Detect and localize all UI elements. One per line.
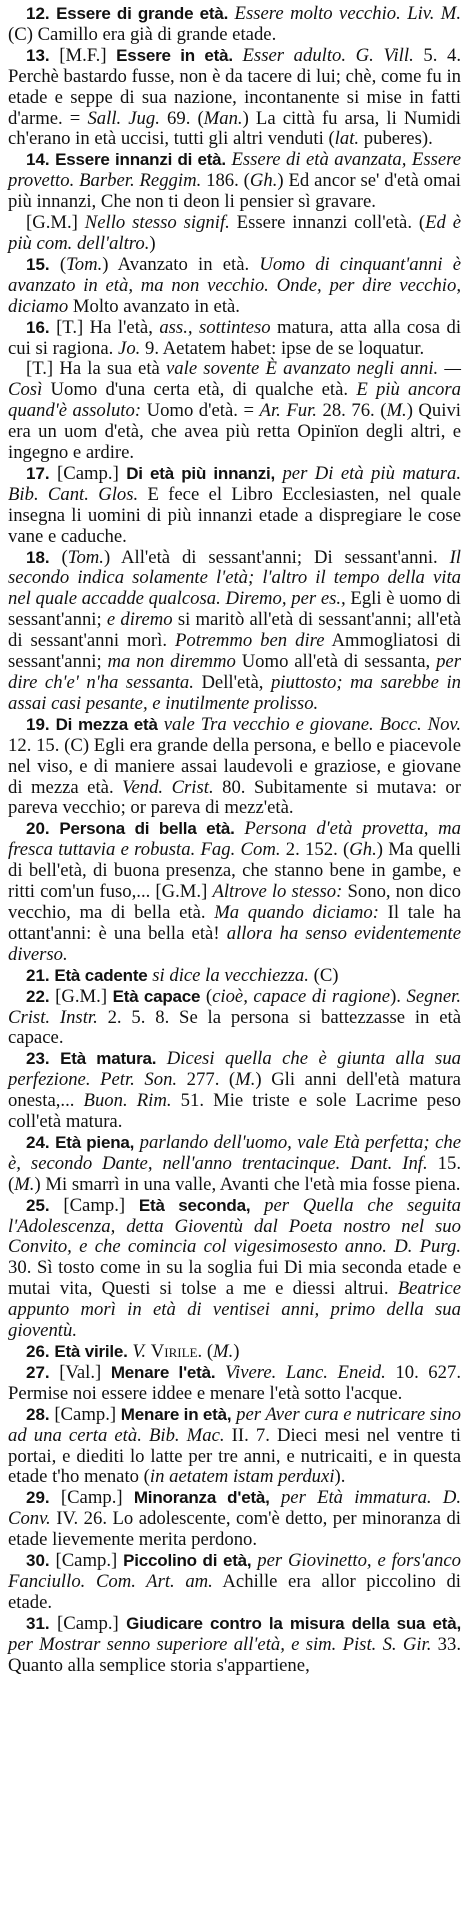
entry-number: 20. (26, 819, 50, 839)
entry-paragraph (8, 4, 461, 46)
italic-text: Gh. (349, 839, 377, 861)
entry-headword: Età cadente (54, 965, 148, 985)
body-text: 5. 4. Perchè bastardo fusse, non è da tacere di lui; chè, come fu in etade e seppe di sua nazione, incontanente si mise in fatti d'arme. = (8, 44, 462, 129)
body-text: ) Ma quelli di bell'età, di buona presenza, che stanno bene in gambe, e ritti com'un fuso,... [G.M.] (8, 839, 461, 903)
italic-text: parlando dell'uomo, vale Età perfetta; che è, secondo Dante, nell'anno trentacinque. Dant. Inf. (8, 1131, 461, 1174)
entry-paragraph (8, 1488, 461, 1551)
italic-text: Dicesi quella che è giunta alla sua perfezione. Petr. Son. (8, 1048, 462, 1091)
entry-paragraph (8, 1363, 461, 1405)
dictionary-entry (8, 966, 461, 987)
body-text: [Camp.] (49, 462, 127, 484)
italic-text: Potremmo ben dire (175, 630, 325, 652)
dictionary-entry (8, 464, 461, 548)
entry-headword: Piccolino di età, (123, 1551, 252, 1571)
dictionary-entry (8, 150, 461, 255)
italic-text: Man. (203, 107, 243, 129)
entry-paragraph (8, 318, 461, 360)
entry-number: 30. (26, 1551, 50, 1571)
entry-paragraph (8, 464, 461, 548)
entry-headword: Persona di bella età. (59, 819, 235, 839)
italic-text: Essere di età avanzata, Essere provetto. Barber. Reggim. (8, 149, 462, 192)
entry-paragraph (8, 1405, 461, 1489)
entry-paragraph (8, 715, 461, 820)
entry-number: 26. (26, 1342, 50, 1361)
body-text: ) Mi smarrì in una valle, Avanti che l'età mia fosse piena. (34, 1173, 461, 1195)
entry-headword: Età matura. (60, 1049, 157, 1069)
entry-headword: Essere in età. (116, 45, 233, 65)
body-text (215, 1362, 225, 1383)
body-text (50, 818, 60, 839)
italic-text: si dice la vecchiezza. (152, 964, 309, 986)
entry-number: 28. (26, 1404, 50, 1424)
body-text: 12. 15. (C) Egli era grande della persona, e bello e piacevole nel viso, e di maniere assai laudevoli e graziose, e giovane di mezza età. (8, 734, 461, 798)
entry-paragraph (8, 1049, 461, 1133)
entry-paragraph (8, 359, 461, 464)
entry-paragraph (8, 966, 461, 987)
entry-paragraph (8, 819, 461, 965)
dictionary-entry (8, 1196, 461, 1342)
italic-text: per Aver cura e nutricare sino ad una certa età. Bib. Mac. (8, 1403, 462, 1446)
italic-text: Esser adulto. G. Vill. (242, 44, 414, 66)
italic-text: Jo. (118, 337, 141, 359)
body-text: ) (233, 1341, 240, 1362)
body-text: Achille era allor piccolino di etade. (8, 1570, 461, 1613)
italic-text: Gh. (249, 170, 278, 192)
entry-number: 14. (26, 150, 50, 170)
body-text: ( (202, 1341, 214, 1362)
body-text: Molto avanzato in età. (68, 295, 240, 317)
body-text: 69. ( (159, 107, 204, 129)
body-text: ) Gli anni dell'età matura onesta,... (8, 1069, 461, 1112)
body-text (235, 818, 245, 839)
body-text: 9. Aetatem habet: ipse de se loquatur. (140, 337, 425, 359)
italic-text: allora ha senso evidentemente diverso. (8, 922, 461, 965)
body-text: (C) Camillo era già di grande etade. (8, 23, 277, 45)
entry-headword: Età virile. (54, 1342, 128, 1361)
body-text: 186. ( (201, 170, 250, 192)
body-text: ) All'età di sessant'anni; Di sessant'anni. (103, 546, 450, 568)
italic-text: Il secondo indica solamente l'età; l'altro il tempo della vita nel quale accadde qualcosa. Diremo, per es., (8, 546, 461, 610)
entry-paragraph (8, 1342, 461, 1363)
entry-number: 16. (26, 317, 50, 337)
body-text: 2. 152. ( (280, 839, 350, 861)
dictionary-entry (8, 987, 461, 1050)
italic-text: ass., sottinteso (159, 316, 271, 338)
entry-headword: Minoranza d'età, (133, 1488, 270, 1508)
body-text: Uomo all'età di sessanta, (235, 651, 437, 673)
body-text: [T.] Ha l'età, (49, 316, 160, 338)
dictionary-entry (8, 255, 461, 318)
entry-number: 27. (26, 1362, 50, 1382)
body-text: [M.F.] (49, 44, 117, 66)
body-text: IV. 26. Lo adolescente, com'è detto, per minoranza di etade lievemente merita perdono. (8, 1508, 461, 1551)
body-text: Egli è uomo di sessant'anni; (8, 588, 461, 631)
dictionary-entry (8, 1551, 461, 1614)
entry-headword: Di età più innanzi, (126, 463, 276, 483)
body-text: 15. ( (8, 1152, 462, 1195)
entry-number: 31. (26, 1613, 50, 1633)
dictionary-entry (8, 1614, 461, 1677)
entry-number: 23. (26, 1049, 50, 1069)
entry-number: 21. (26, 965, 50, 985)
italic-text: per Mostrar senno superiore all'età, e sim. Pist. S. Gir. (8, 1633, 432, 1655)
dictionary-entry (8, 715, 461, 820)
body-text: Uomo d'una certa età, di qualche età. (42, 379, 357, 401)
italic-text: per Di età più matura. Bib. Cant. Glos. (8, 462, 461, 505)
entry-paragraph (8, 548, 461, 715)
italic-text: Beatrice appunto morì in età di ventisei anni, primo della sua gioventù. (8, 1278, 461, 1342)
body-text: Essere innanzi coll'età. ( (229, 212, 426, 234)
italic-text: Uomo di cinquant'anni è avanzato in età, ma non vecchio. Onde, per dire vecchio, diciamo (8, 253, 461, 317)
entry-number: 25. (26, 1195, 50, 1215)
italic-text: M. (213, 1341, 234, 1362)
italic-text: piuttosto; ma sarebbe in assai casi pesante, e inutilmente prolisso. (8, 672, 461, 714)
body-text: ). (390, 985, 407, 1007)
italic-text: Ma quando diciamo: (214, 901, 379, 923)
entry-headword: Età capace (112, 986, 201, 1006)
body-text: puberes). (359, 128, 433, 150)
entry-paragraph (8, 1614, 461, 1677)
body-text: Il tale ha ottant'anni: è una bella età! (8, 901, 461, 944)
italic-text: per Quella che seguita l'Adolescenza, detta Gioventù dal Poeta nostro nel suo Convito, e che comincia col vigesimosesto anno. D. Purg. (8, 1194, 461, 1258)
entry-headword: Essere di grande età. (56, 4, 229, 23)
body-text (156, 1048, 166, 1069)
italic-text: lat. (334, 128, 360, 150)
italic-text: M. (235, 1069, 256, 1091)
italic-text: Vivere. Lanc. Eneid. (225, 1361, 386, 1383)
entry-number: 17. (26, 463, 50, 483)
body-text: 2. 5. 8. Se la persona si battezzasse in età capace. (8, 1006, 461, 1049)
body-text: [Camp.] (49, 1550, 124, 1572)
entry-number: 15. (26, 254, 50, 274)
entry-paragraph (8, 1196, 461, 1342)
body-text: [Camp.] (49, 1403, 121, 1425)
body-text: 30. Sì tosto come in su la soglia fui Di mia seconda etade e mutai vita, Questi si tolse a me e diessi altrui. (8, 1257, 461, 1300)
body-text: [G.M.] (49, 985, 113, 1007)
body-text: 33. Quanto alla semplice storia s'appartiene, (8, 1633, 461, 1676)
entry-paragraph (8, 46, 461, 151)
entry-paragraph (8, 1551, 461, 1614)
italic-text: Persona d'età provetta, ma fresca tuttavia e robusta. Fag. Com. (8, 818, 461, 861)
italic-text: V. (132, 1341, 147, 1362)
dictionary-entry (8, 1133, 461, 1196)
body-text: ). (334, 1466, 346, 1488)
dictionary-entry (8, 1049, 461, 1133)
italic-text: Essere molto vecchio. (234, 3, 401, 24)
body-text: ) (149, 232, 156, 254)
body-text: [Camp.] (49, 1612, 127, 1634)
italic-text: ma non diremmo (107, 651, 236, 673)
entry-headword: Giudicare contro la misura della sua età, (126, 1613, 461, 1633)
italic-text: Ar. Fur. (259, 400, 317, 422)
italic-text: in aetatem istam perduxi (149, 1466, 335, 1488)
entry-number: 19. (26, 714, 50, 734)
body-text: ) La città fu arsa, li Numidi ch'erano in età uccisi, tutti gli altri venduti ( (8, 107, 461, 150)
entry-paragraph (8, 1133, 461, 1196)
italic-text: Tom. (67, 546, 104, 568)
entry-number: 12. (26, 4, 50, 23)
italic-text: vale sovente È avanzato negli anni. — Così (8, 358, 461, 401)
italic-text: Tom. (66, 253, 103, 275)
italic-text: e diremo (106, 609, 173, 631)
entry-headword: Menare l'età. (110, 1362, 216, 1382)
body-text: Ammogliatosi di sessant'anni; (8, 630, 461, 673)
italic-text: Ed è più com. dell'altro. (8, 212, 462, 254)
italic-text: Nello stesso signif. (84, 212, 230, 234)
body-text: [Camp.] (49, 1487, 134, 1509)
entry-paragraph (8, 213, 461, 255)
italic-text: cioè, capace di ragione (212, 985, 391, 1007)
body-text: [T.] Ha la sua età (26, 358, 166, 380)
body-text: ) Quivi era un uom d'età, che avea più retta Opinïon degli altri, e ingegno e ardire. (8, 400, 462, 464)
dictionary-entry (8, 46, 461, 151)
body-text: Uomo d'età. = (141, 400, 260, 422)
body-text: 277. ( (177, 1069, 236, 1091)
body-text: 28. 76. ( (316, 400, 387, 422)
body-text: Dell'età, (193, 672, 271, 693)
body-text: si maritò all'età di sessant'anni; all'età di sessant'anni morì. (8, 609, 461, 652)
italic-text: Sall. Jug. (87, 107, 160, 129)
entry-headword: Età piena, (55, 1132, 135, 1152)
italic-text: Vend. Crist. (122, 776, 214, 798)
dictionary-entry (8, 1405, 461, 1489)
body-text: [Val.] (49, 1361, 111, 1383)
entry-headword: Di mezza età (55, 714, 158, 734)
entry-headword: Età seconda, (138, 1195, 251, 1215)
entry-number: 13. (26, 45, 50, 65)
entry-headword: Menare in età, (120, 1404, 232, 1424)
entry-number: 18. (26, 547, 50, 567)
italic-text: per Età immatura. D. Conv. (8, 1487, 461, 1530)
body-text: Sono, non dico vecchio, ma di bella età. (8, 881, 461, 923)
body-text: [Camp.] (49, 1194, 139, 1216)
entry-number: 22. (26, 986, 50, 1006)
dictionary-entry (8, 819, 461, 965)
body-text (50, 1048, 60, 1069)
body-text: matura, atta alla cosa di cui si ragiona. (8, 316, 462, 359)
dictionary-entry (8, 1363, 461, 1405)
body-text: ( (49, 253, 67, 275)
dictionary-entry (8, 548, 461, 715)
body-text: 10. 627. Permise noi essere iddee e menare l'età sotto l'acque. (8, 1361, 462, 1404)
italic-text: per Giovinetto, e fors'anco Fanciullo. Com. Art. am. (8, 1550, 461, 1592)
body-text (250, 1195, 264, 1216)
italic-text: Altrove lo stesso: (212, 881, 343, 903)
entry-number: 24. (26, 1132, 50, 1152)
body-text: ( (49, 546, 68, 568)
small-caps-text: Virile. (150, 1341, 203, 1362)
body-text (270, 1487, 281, 1508)
body-text: II. 7. Dieci mesi nel ventre ti portai, e diediti lo latte per tre anni, e nutricaiti, e in questa etade t'ho menato ( (8, 1424, 461, 1488)
body-text: ( (200, 985, 213, 1007)
body-text: ) Ed ancor se' d'età omai più innanzi, Che non ti deon li pensier sì gravare. (8, 170, 461, 213)
body-text (233, 45, 243, 66)
italic-text: M. (386, 400, 407, 422)
entry-headword: Essere innanzi di età. (55, 150, 226, 170)
body-text: ) Avanzato in età. (102, 253, 260, 275)
body-text: 51. Mie triste e sole Lacrime peso coll'età matura. (8, 1090, 461, 1133)
dictionary-entry (8, 4, 461, 46)
dictionary-entry (8, 1488, 461, 1551)
italic-text: E più ancora quand'è assoluto: (8, 379, 461, 422)
body-text: 80. Subitamente si mutava: or pareva vecchio; or pareva di mezz'età. (8, 776, 461, 819)
italic-text: Segner. Crist. Instr. (8, 985, 461, 1028)
dictionary-entry (8, 1342, 461, 1363)
entry-number: 29. (26, 1488, 50, 1508)
italic-text: Buon. Rim. (83, 1090, 172, 1112)
entry-paragraph (8, 150, 461, 213)
dictionary-entry (8, 318, 461, 464)
body-text: E fece el Libro Ecclesiasten, nel quale insegna li uomini di più innanzi etade a dispregiare le cose vane e caduche. (8, 483, 461, 547)
italic-text: M. (14, 1173, 35, 1195)
body-text: [G.M.] (26, 212, 85, 234)
italic-text: vale Tra vecchio e giovane. Bocc. Nov. (163, 713, 461, 735)
entry-paragraph (8, 255, 461, 318)
entry-paragraph (8, 987, 461, 1050)
italic-text: per dire ch'e' n'ha sessanta. (8, 651, 461, 693)
italic-text: Liv. M. (407, 3, 462, 24)
body-text: (C) (308, 964, 339, 986)
